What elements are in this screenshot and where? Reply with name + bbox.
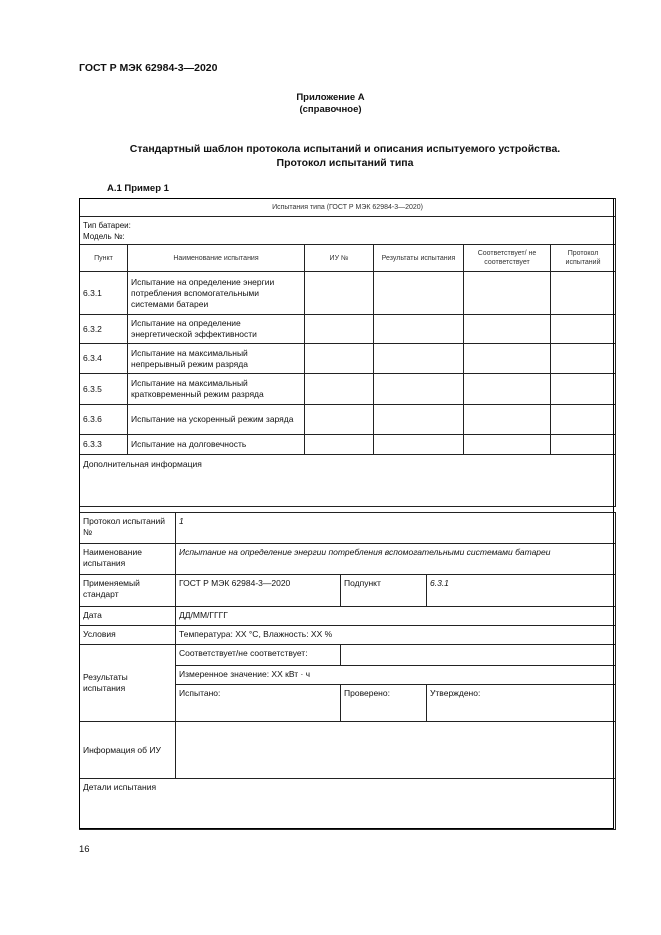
row-results-cell[interactable] — [374, 405, 464, 435]
document-header: ГОСТ Р МЭК 62984-3—2020 — [79, 62, 218, 74]
header-protocol: Протокол испытаний — [551, 245, 616, 272]
row-results-cell[interactable] — [374, 374, 464, 405]
header-conform: Соответствует/ не соответствует — [464, 245, 551, 272]
measured-value[interactable]: Измеренное значение: ХХ кВт · ч — [176, 666, 616, 685]
row-name: Испытание на максимальный непрерывный режим разряда — [128, 344, 305, 374]
conform-input[interactable] — [341, 645, 616, 666]
row-conform-cell[interactable] — [464, 315, 551, 344]
tested-by[interactable]: Испытано: — [176, 685, 341, 722]
row-name: Испытание на максимальный кратковременный режим разряда — [128, 374, 305, 405]
row-conform-cell[interactable] — [464, 344, 551, 374]
conditions-label: Условия — [80, 626, 176, 645]
row-dut-cell[interactable] — [305, 405, 374, 435]
row-protocol-cell[interactable] — [551, 315, 616, 344]
test-protocol-table — [79, 512, 616, 830]
main-title-line2: Протокол испытаний типа — [276, 157, 414, 169]
battery-type-label: Тип батареи: — [83, 221, 131, 230]
row-name: Испытание на ускоренный режим заряда — [128, 405, 305, 435]
test-details[interactable]: Детали испытания — [80, 779, 616, 830]
row-dut-cell[interactable] — [305, 272, 374, 315]
table-row — [80, 272, 616, 315]
row-item: 6.3.6 — [80, 405, 128, 435]
row-results-cell[interactable] — [374, 435, 464, 455]
model-no-label: Модель №: — [83, 232, 125, 241]
row-item: 6.3.1 — [80, 272, 128, 315]
page-number: 16 — [79, 844, 90, 855]
example-label: А.1 Пример 1 — [107, 183, 169, 194]
table-row — [80, 405, 616, 435]
row-dut-cell[interactable] — [305, 435, 374, 455]
row-dut-cell[interactable] — [305, 344, 374, 374]
battery-info-cell — [80, 217, 616, 245]
row-dut-cell[interactable] — [305, 315, 374, 344]
row-results-cell[interactable] — [374, 344, 464, 374]
row-dut-cell[interactable] — [305, 374, 374, 405]
standard-label: Применяемый стандарт — [80, 575, 176, 607]
row-results-cell[interactable] — [374, 272, 464, 315]
protocol-no-value[interactable]: 1 — [176, 513, 616, 544]
table-row — [80, 315, 616, 344]
header-dut: ИУ № — [305, 245, 374, 272]
row-conform-cell[interactable] — [464, 374, 551, 405]
date-label: Дата — [80, 607, 176, 626]
appendix-subtitle: (справочное) — [299, 104, 362, 115]
row-protocol-cell[interactable] — [551, 374, 616, 405]
protocol-no-label: Протокол испытаний № — [80, 513, 176, 544]
row-name: Испытание на определение энергетической эффективности — [128, 315, 305, 344]
test-name-label: Наименование испытания — [80, 544, 176, 575]
conditions-value[interactable]: Температура: ХХ °С, Влажность: ХХ % — [176, 626, 616, 645]
test-name-value[interactable]: Испытание на определение энергии потребления вспомогательными системами батареи — [176, 544, 616, 575]
dut-info-label: Информация об ИУ — [80, 722, 176, 779]
row-conform-cell[interactable] — [464, 272, 551, 315]
date-value[interactable]: ДД/ММ/ГГГГ — [176, 607, 616, 626]
row-item: 6.3.4 — [80, 344, 128, 374]
row-name: Испытание на долговечность — [128, 435, 305, 455]
table-caption: Испытания типа (ГОСТ Р МЭК 62984-3—2020) — [80, 199, 616, 217]
approved-by[interactable]: Утверждено: — [427, 685, 616, 722]
row-conform-cell[interactable] — [464, 405, 551, 435]
row-protocol-cell[interactable] — [551, 344, 616, 374]
row-protocol-cell[interactable] — [551, 272, 616, 315]
conform-label: Соответствует/не соответствует: — [176, 645, 341, 666]
row-results-cell[interactable] — [374, 315, 464, 344]
appendix-title: Приложение А — [296, 92, 365, 103]
subclause-value[interactable]: 6.3.1 — [427, 575, 616, 607]
row-name: Испытание на определение энергии потребления вспомогательными системами батареи — [128, 272, 305, 315]
main-title-line1: Стандартный шаблон протокола испытаний и описания испытуемого устройства. — [129, 143, 561, 155]
checked-by[interactable]: Проверено: — [341, 685, 427, 722]
header-name: Наименование испытания — [128, 245, 305, 272]
row-item: 6.3.2 — [80, 315, 128, 344]
row-conform-cell[interactable] — [464, 435, 551, 455]
type-tests-table — [79, 198, 616, 507]
standard-value[interactable]: ГОСТ Р МЭК 62984-3—2020 — [176, 575, 341, 607]
header-item: Пункт — [80, 245, 128, 272]
dut-info-value[interactable] — [176, 722, 616, 779]
row-item: 6.3.5 — [80, 374, 128, 405]
table-row — [80, 374, 616, 405]
table-row — [80, 435, 616, 455]
header-results: Результаты испытания — [374, 245, 464, 272]
table-row — [80, 344, 616, 374]
row-item: 6.3.3 — [80, 435, 128, 455]
row-protocol-cell[interactable] — [551, 435, 616, 455]
subclause-label: Подпункт — [341, 575, 427, 607]
additional-info-cell[interactable]: Дополнительная информация — [80, 455, 616, 507]
results-label: Результаты испытания — [80, 645, 176, 722]
row-protocol-cell[interactable] — [551, 405, 616, 435]
